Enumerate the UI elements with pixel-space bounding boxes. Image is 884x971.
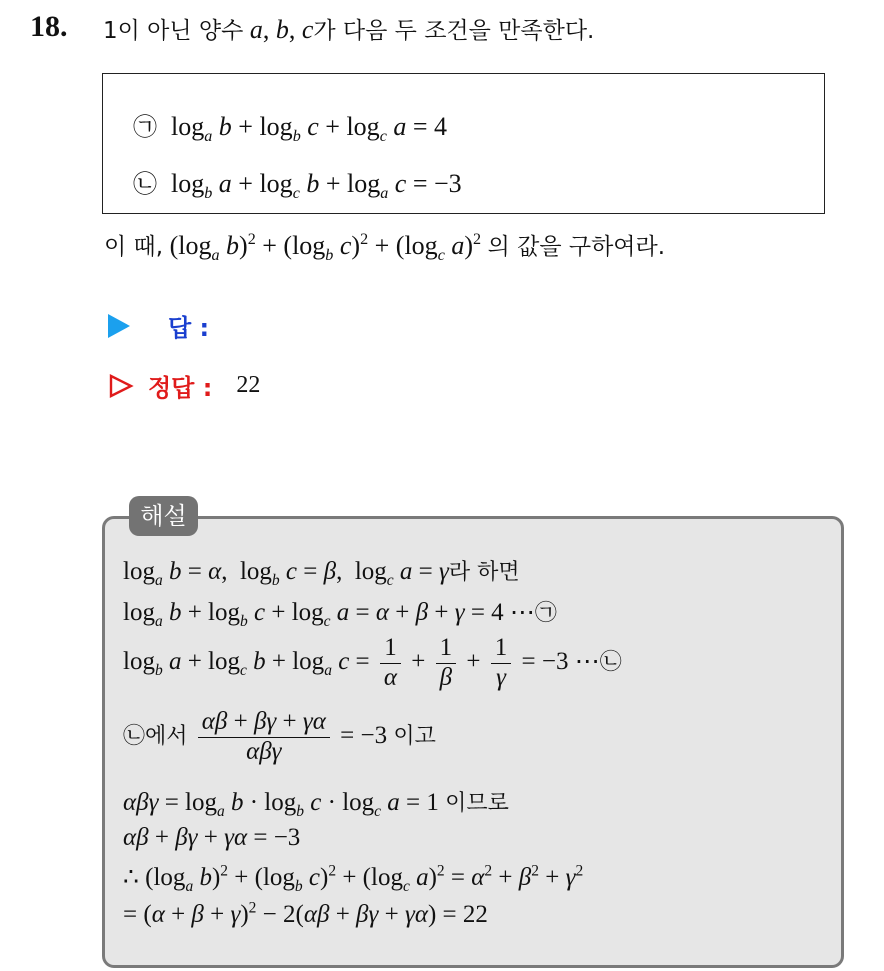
conditions-box (102, 73, 825, 214)
condition-1-value: 4 (434, 112, 448, 141)
circled-marker-1: ㉠ (133, 113, 157, 141)
fraction-1-over-beta: $\frac{1}{\beta}$ (436, 634, 457, 693)
condition-2: ㉡ $\log_b a + \log_c b + \log_a c = -3$ (133, 169, 462, 203)
answer-label: 답 : (168, 314, 210, 342)
condition-1: ㉠ $\log_a b + \log_b c + \log_c a = 4$ (133, 112, 448, 146)
circled-marker-2: ㉡ (133, 170, 157, 198)
question-stem: 1이 아닌 양수 a, b, c가 다음 두 조건을 만족한다. (103, 15, 595, 44)
filled-triangle-icon (108, 314, 130, 338)
solution-line-5: $\alpha\beta\gamma = \log_a b \cdot \log_b c \cdot \log_c a = 1$ 이므로 (123, 789, 509, 820)
solution-line-6: αβ + βγ + γα = −3 (123, 824, 301, 851)
fraction-sum-over-product: $\frac{\alpha\beta + \beta\gamma + \gamma\alpha}{\text{αβγ}}$ (198, 708, 330, 767)
correct-answer-label: 정답 : (148, 374, 213, 402)
condition-2-value: −3 (434, 169, 462, 198)
ask-prefix: 이 때, (104, 234, 164, 260)
solution-result: 22 (462, 901, 488, 928)
line4-prefix: 에서 (145, 723, 188, 749)
line2-ref: ㉠ (534, 601, 557, 626)
solution-line-3: $\log_b a + \log_c b + \log_a c$ = $\frac{1}{\alpha}$ + $\frac{1}{\beta}$ + $\frac{1}{\gamma}$ = −3 ⋯㉡ (123, 634, 622, 691)
line3-ref: ㉡ (599, 649, 622, 675)
line4-prefix-ref: ㉡ (123, 723, 146, 749)
fraction-1-over-alpha: $\frac{1}{\alpha}$ (380, 634, 401, 693)
line1-suffix: 라 하면 (448, 560, 520, 585)
solution-line-7: ∴ ($\log_a$ $b)^2 + (\log_b$ $c)^2 + (\log_c$ $a)^2 = \alpha^2 + \beta^2 + \gamma^2$ (123, 862, 584, 895)
solution-line-1: $\log_a b = \alpha$, $\log_b c = \beta$, $\log_c a = \gamma$라 하면 (123, 558, 520, 589)
stem-prefix: 1이 아닌 양수 (103, 18, 244, 44)
solution-line-2: $\log_a b + \log_b c + \log_c a = \alpha + \beta + \gamma = 4$ ⋯㉠ (123, 599, 557, 630)
line5-suffix: 이므로 (445, 791, 509, 816)
question-ask: 이 때, ($\log_a$ $b)^2 + (\log_b$ $c)^2 + (\log_c$ a)$^2$ 의 값을 구하여라. (104, 231, 666, 265)
stem-suffix: 가 다음 두 조건을 만족한다. (313, 18, 595, 44)
correct-answer-value: 22 (236, 372, 261, 398)
outline-triangle-icon (108, 373, 134, 399)
solution-line-8: = $(\alpha + \beta + \gamma)^2 - 2(\alpha\beta + \beta\gamma + \gamma\alpha) = 22$ (123, 899, 488, 928)
answer-row (108, 308, 209, 343)
correct-answer-row (108, 368, 260, 403)
ask-suffix: 의 값을 구하여라. (487, 234, 666, 260)
solution-tab: 해설 (129, 496, 198, 536)
question-number: 18. (30, 10, 68, 43)
solution-line-4: ㉡에서 $\frac{\alpha\beta + \beta\gamma + \gamma\alpha}{\text{αβγ}}$ = −3 이고 (123, 708, 436, 765)
line4-suffix: 이고 (393, 723, 436, 749)
fraction-1-over-gamma: $\frac{1}{\gamma}$ (491, 634, 512, 693)
